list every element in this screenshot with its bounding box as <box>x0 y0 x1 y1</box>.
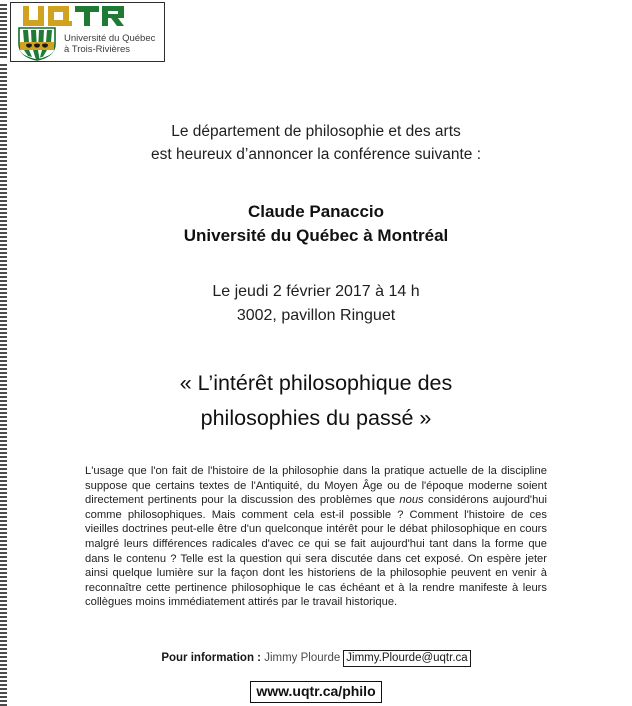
announcement-line-1: Le département de philosophie et des arts <box>171 123 461 140</box>
event-location: 3002, pavillon Ringuet <box>236 307 396 324</box>
abstract-part-1: L'usage que l'on fait de l'histoire de la philosophie dans la pratique actuelle de la discipline suppose que certains textes de l'Antiquité, du Moyen Âge ou de l'époque moderne soient directement pertinents pour la discussion des problèmes que <box>85 465 547 507</box>
talk-title-line-2: philosophies du passé » <box>200 406 432 430</box>
uqtr-logo-box <box>10 2 165 62</box>
talk-title-line-1: « L’intérêt philosophique des <box>179 371 453 395</box>
talk-title <box>0 366 632 436</box>
speaker-block <box>0 200 632 248</box>
institution-line-1: Université du Québec <box>64 32 156 44</box>
contact-line <box>0 650 632 667</box>
abstract-emphasis: nous <box>399 494 424 507</box>
contact-email-link[interactable]: Jimmy.Plourde@uqtr.ca <box>343 650 470 667</box>
abstract-paragraph <box>85 464 547 610</box>
contact-name: Jimmy Plourde <box>264 652 341 664</box>
institution-line-2: à Trois-Rivières <box>64 44 130 55</box>
scan-edge-gap <box>0 60 7 64</box>
website-link-wrapper <box>0 681 632 703</box>
uqtr-logo-lower <box>17 27 155 61</box>
uqtr-wordmark-icon <box>23 6 131 28</box>
event-datetime: Le jeudi 2 février 2017 à 14 h <box>212 283 420 300</box>
uqtr-shield-icon <box>17 27 57 61</box>
abstract-part-2: considérons aujourd'hui comme philosophiques. Mais comment cela est-il possible ? Comment l'histoire de ces vieilles doctrines peut-elle être d'un quelconque intérêt pour le débat philosophique en cours malgré leurs différences radicales d'avec ce qui se fait aujourd'hui tant dans la forme que dans le contenu ? Telle est la question qui sera discutée dans cet exposé. On espère jeter ainsi quelque lumière sur la façon dont les historiens de la philosophie peuvent en venir à reconnaître cette pertinence philosophique le cas échéant et à la rendre manifeste à leurs collègues moins immédiatement attirés par le travail historique. <box>85 494 547 609</box>
event-details-block <box>0 280 632 328</box>
scan-edge-gap <box>0 0 7 3</box>
contact-label: Pour information : <box>161 652 261 664</box>
uqtr-institution-name <box>64 33 155 56</box>
announcement-line-2: est heureux d’annoncer la conférence suivante : <box>150 146 482 163</box>
scan-edge-artifact <box>0 0 7 706</box>
speaker-affiliation: Université du Québec à Montréal <box>183 226 449 245</box>
website-link[interactable]: www.uqtr.ca/philo <box>250 681 381 703</box>
announcement-block <box>0 120 632 166</box>
speaker-name: Claude Panaccio <box>247 202 385 221</box>
